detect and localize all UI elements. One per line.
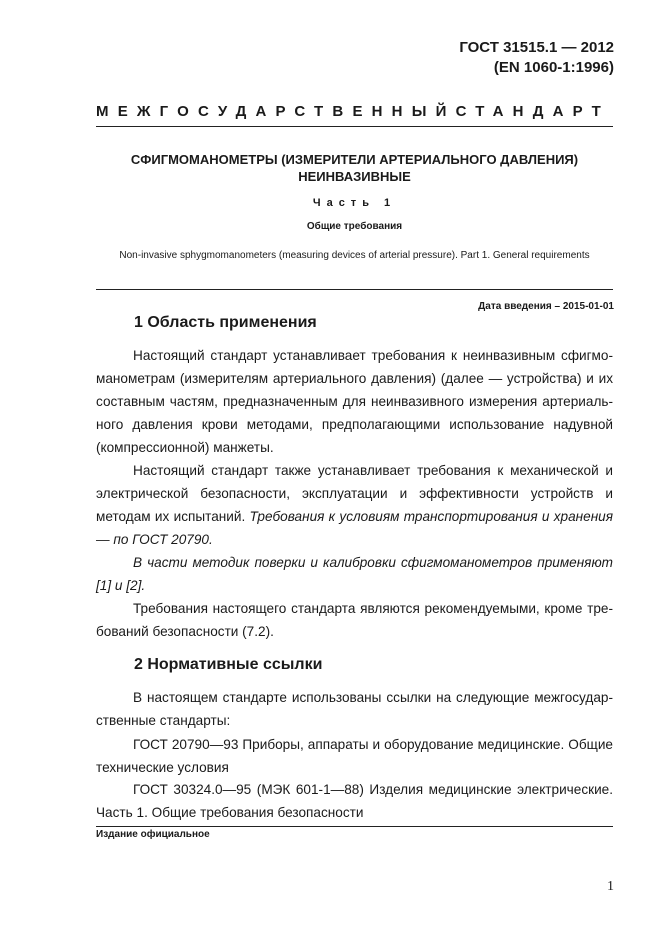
effective-date: Дата введения – 2015-01-01 (478, 301, 614, 312)
section-1-paragraph-3: В части методик поверки и калибровки сфигмоманометров применяют [1] и [2]. (96, 555, 613, 593)
title-line-2: НЕИНВАЗИВНЫЕ (298, 169, 411, 184)
title-rule (96, 289, 613, 290)
section-2-paragraph-1: В настоящем стандарте использованы ссылки на следующие межгосударственные стандарты: (96, 690, 613, 728)
subtitle: Общие требования (306, 221, 403, 232)
standard-type-banner (96, 100, 611, 122)
page-number: 1 (607, 879, 614, 894)
title-line-1: СФИГМОМАНОМЕТРЫ (ИЗМЕРИТЕЛИ АРТЕРИАЛЬНОГО ДАВЛЕНИЯ) (130, 152, 579, 167)
section-1-paragraph-1: Настоящий стандарт устанавливает требования к неинвазивным сфигмоманометрам (измерителям артериального давления) (далее — устройства) и их составным частям, предназначенным для неинвазивного измерения артериального давления крови методами, предполагающими использование надувной (компрессионной) манжеты. (96, 348, 613, 455)
document-title (96, 151, 613, 185)
section-1-paragraph-4: Требования настоящего стандарта являются рекомендуемыми, кроме требований безопасности (7.2). (96, 601, 613, 639)
paragraph-2-text: Настоящий стандарт также устанавливает требования к механической и электрической безопасности, эксплуатации и эффективности устройств и методам их испытаний. (96, 463, 613, 524)
section-2-reference-1: ГОСТ 20790—93 Приборы, аппараты и оборудование медицинские. Общие технические условия (96, 737, 613, 775)
footer-rule (96, 826, 613, 827)
section-2-reference-2: ГОСТ 30324.0—95 (МЭК 601-1—88) Изделия медицинские электрические. Часть 1. Общие требования безопасности (96, 782, 613, 820)
document-code-block (459, 38, 614, 78)
banner-right-word: СТАНДАРТ (455, 102, 611, 120)
section-2-heading: 2 Нормативные ссылки (134, 656, 323, 673)
section-1-paragraph-2 (96, 459, 613, 551)
part-label: Часть 1 (312, 197, 397, 209)
standard-code: ГОСТ 31515.1 — 2012 (459, 39, 614, 56)
header-rule (96, 126, 613, 127)
edition-label: Издание официальное (96, 829, 210, 840)
paragraph-2-italic: Требования к условиям транспортирования и хранения — по ГОСТ 20790. (96, 509, 613, 547)
banner-left-word: МЕЖГОСУДАРСТВЕННЫЙ (96, 102, 456, 120)
section-1-heading: 1 Область применения (134, 314, 317, 331)
english-title: Non-invasive sphygmomanometers (measuring devices of arterial pressure). Part 1. General requirements (119, 250, 590, 261)
standard-code-en: (EN 1060-1:1996) (493, 59, 614, 76)
